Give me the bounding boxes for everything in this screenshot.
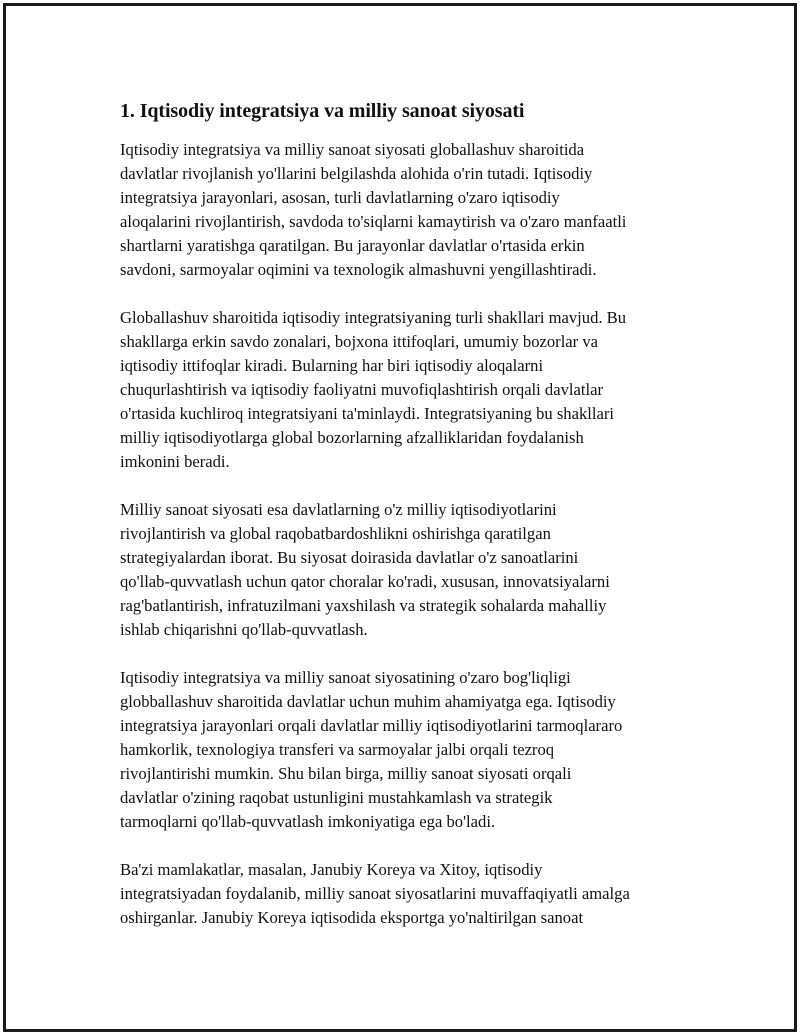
paragraph-1: Iqtisodiy integratsiya va milliy sanoat siyosati globallashuv sharoitida davlatlar rivojlanish yo'llarini belgilashda alohida o'rin tutadi. Iqtisodiy integratsiya jarayonlari, asosan, turli davlatlarning o'zaro iqtisodiy aloqalarini rivojlantirish, savdoda to'siqlarni kamaytirish va o'zaro manfaatli shartlarni yaratishga qaratilgan. Bu jarayonlar davlatlar o'rtasida erkin savdoni, sarmoyalar oqimini va texnologik almashuvni yengillashtiradi.	[120, 140, 627, 279]
paragraph-4: Iqtisodiy integratsiya va milliy sanoat siyosatining o'zaro bog'liqligi globballashuv sharoitida davlatlar uchun muhim ahamiyatga ega. Iqtisodiy integratsiya jarayonlari orqali davlatlar milliy iqtisodiyotlarini tarmoqlararo hamkorlik, texnologiya transferi va sarmoyalar jalbi orqali tezroq rivojlantirishi mumkin. Shu bilan birga, milliy sanoat siyosati orqali davlatlar o'zining raqobat ustunligini mustahkamlash va strategik tarmoqlarni qo'llab-quvvatlash imkoniyatiga ega bo'ladi.	[120, 668, 623, 831]
section-heading: 1. Iqtisodiy integratsiya va milliy sanoat siyosati	[120, 100, 525, 122]
paragraph-2: Globallashuv sharoitida iqtisodiy integratsiyaning turli shakllari mavjud. Bu shakllarga erkin savdo zonalari, bojxona ittifoqlari, umumiy bozorlar va iqtisodiy ittifoqlar kiradi. Bularning har biri iqtisodiy aloqalarni chuqurlashtirish va iqtisodiy faoliyatni muvofiqlashtirish orqali davlatlar o'rtasida kuchliroq integratsiyani ta'minlaydi. Integratsiyaning bu shakllari milliy iqtisodiyotlarga global bozorlarning afzalliklaridan foydalanish imkonini beradi.	[120, 308, 627, 471]
document-body	[120, 98, 700, 954]
page-frame	[3, 3, 797, 1032]
paragraph-5: Ba'zi mamlakatlar, masalan, Janubiy Koreya va Xitoy, iqtisodiy integratsiyadan foydalanib, milliy sanoat siyosatlarini muvaffaqiyatli amalga oshirganlar. Janubiy Koreya iqtisodida eksportga yo'naltirilgan sanoat	[120, 860, 630, 927]
paragraph-3: Milliy sanoat siyosati esa davlatlarning o'z milliy iqtisodiyotlarini rivojlantirish va global raqobatbardoshlikni oshirishga qaratilgan strategiyalardan iborat. Bu siyosat doirasida davlatlar o'z sanoatlarini qo'llab-quvvatlash uchun qator choralar ko'radi, xususan, innovatsiyalarni rag'batlantirish, infratuzilmani yaxshilash va strategik sohalarda mahalliy ishlab chiqarishni qo'llab-quvvatlash.	[120, 500, 610, 639]
